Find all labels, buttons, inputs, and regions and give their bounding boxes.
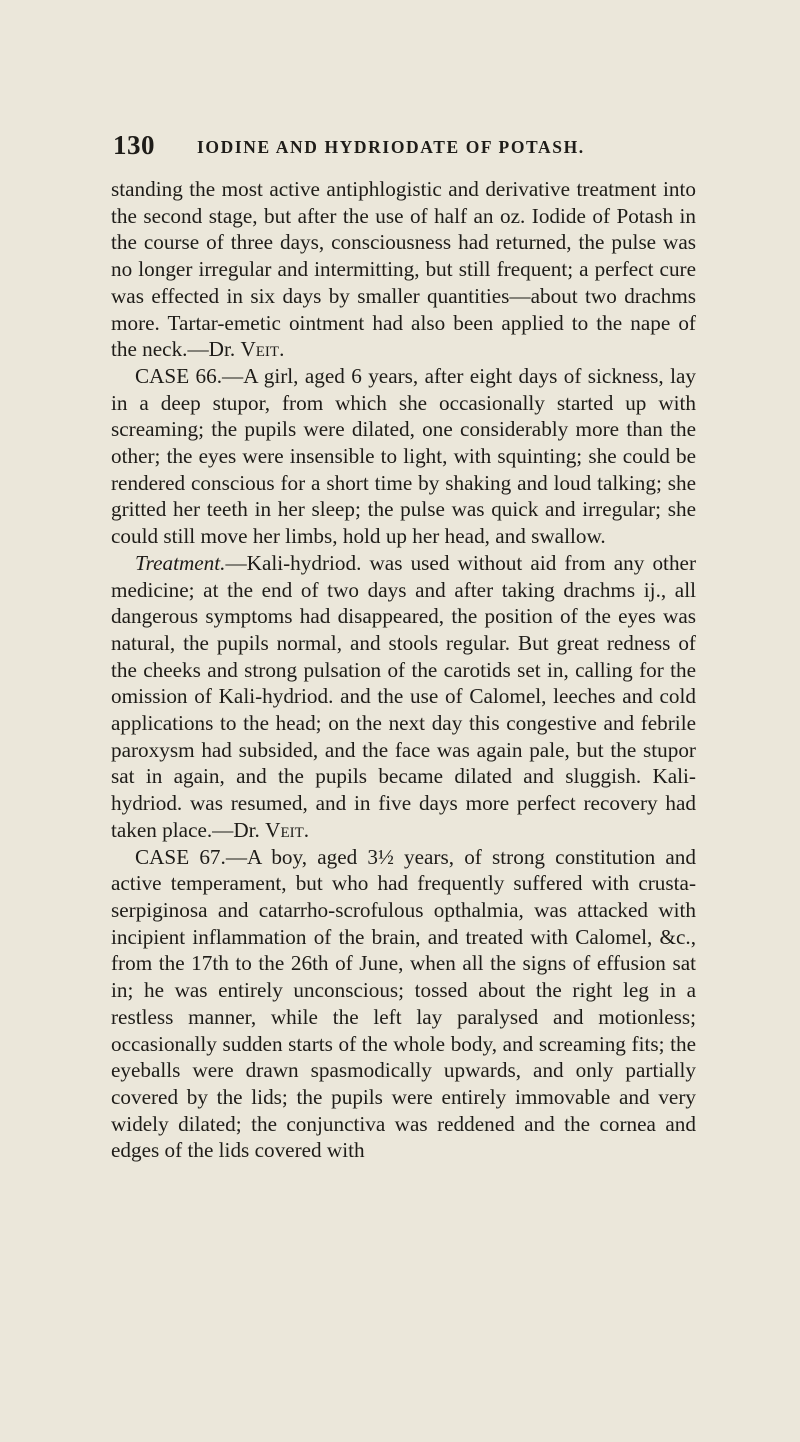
author-signature: Veit. — [240, 337, 285, 362]
treatment-label: Treatment. — [135, 550, 226, 575]
page-header — [113, 128, 673, 164]
author-signature: Veit. — [265, 817, 310, 842]
paragraph-case-66 — [111, 363, 696, 550]
paragraph-text: standing the most active antiphlogistic and derivative treatment into the second stage, but after the use of half an oz. Iodide of Potash in the course of three days, consciousness had returned, the pulse was no longer irregular and intermitting, but still frequent; a perfect cure was effected in six days by smaller quantities—about two drachms more. Tartar-emetic ointment had also been applied to the nape of the neck.—Dr. — [111, 177, 696, 362]
paragraph-case-66-treatment — [111, 550, 696, 844]
page-number: 130 — [113, 130, 155, 160]
paragraph-case-67 — [111, 844, 696, 1164]
paragraph-case-65-conclusion — [111, 176, 696, 363]
paragraph-text: —Kali-hydriod. was used without aid from any other medicine; at the end of two days and after taking drachms ij., all dangerous symptoms had disappeared, the position of the eyes was natural, the pupils normal, and stools regular. But great redness of the cheeks and strong pulsation of the carotids set in, calling for the omission of Kali-hydriod. and the use of Calomel, leeches and cold applications to the head; on the next day this congestive and febrile paroxysm had subsided, and the face was again pale, but the stupor sat in again, and the pupils became dilated and sluggish. Kali-hydriod. was resumed, and in five days more perfect recovery had taken place.—Dr. — [111, 550, 696, 842]
paragraph-text: CASE 66.—A girl, aged 6 years, after eight days of sickness, lay in a deep stupor, from which she occasionally started up with screaming; the pupils were dilated, one considerably more than the other; the eyes were insensible to light, with squinting; she could be rendered conscious for a short time by shaking and loud talking; she gritted her teeth in her sleep; the pulse was quick and irregular; she could still move her limbs, hold up her head, and swallow. — [111, 363, 696, 549]
running-title: IODINE AND HYDRIODATE OF POTASH. — [197, 137, 585, 157]
body-text — [111, 176, 696, 1164]
paragraph-text: CASE 67.—A boy, aged 3½ years, of strong constitution and active temperament, but who had frequently suffered with crusta-serpiginosa and catarrho-scrofulous opthalmia, was attacked with incipient inflammation of the brain, and treated with Calomel, &c., from the 17th to the 26th of June, when all the signs of effusion sat in; he was entirely unconscious; tossed about the right leg in a restless manner, while the left lay paralysed and motionless; occasionally sudden starts of the whole body, and screaming fits; the eyeballs were drawn spasmodically upwards, and only partially covered by the lids; the pupils were entirely immovable and very widely dilated; the conjunctiva was reddened and the cornea and edges of the lids covered with — [111, 844, 696, 1163]
